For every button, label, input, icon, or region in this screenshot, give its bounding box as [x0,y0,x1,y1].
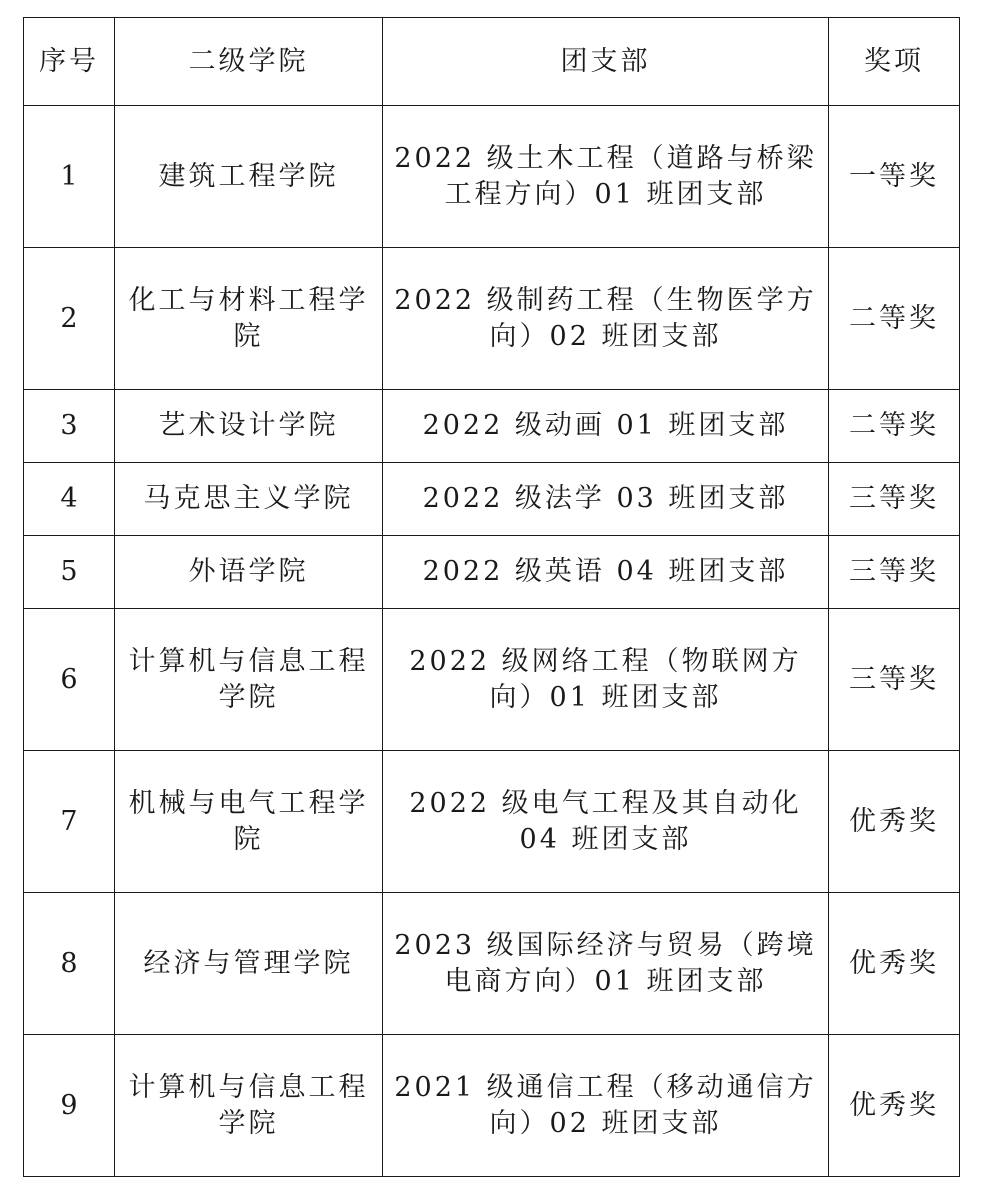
table-row [24,390,960,463]
row-branch: 2023 级国际经济与贸易（跨境电商方向）01 班团支部 [383,893,829,1035]
row-college: 马克思主义学院 [115,463,383,536]
row-award: 二等奖 [829,248,960,390]
row-branch: 2022 级土木工程（道路与桥梁工程方向）01 班团支部 [383,106,829,248]
row-branch: 2022 级动画 01 班团支部 [383,390,829,463]
row-index: 4 [24,463,115,536]
table-row [24,751,960,893]
row-branch: 2022 级制药工程（生物医学方向）02 班团支部 [383,248,829,390]
row-award: 一等奖 [829,106,960,248]
header-row [24,18,960,106]
row-college: 化工与材料工程学院 [115,248,383,390]
row-index: 3 [24,390,115,463]
header-index: 序号 [24,18,115,106]
row-award: 三等奖 [829,463,960,536]
awards-table [23,17,960,1177]
table-row [24,463,960,536]
row-award: 三等奖 [829,609,960,751]
row-award: 三等奖 [829,536,960,609]
row-college: 艺术设计学院 [115,390,383,463]
table-row [24,106,960,248]
row-college: 机械与电气工程学院 [115,751,383,893]
table-row [24,536,960,609]
row-index: 6 [24,609,115,751]
row-college: 计算机与信息工程学院 [115,1035,383,1177]
row-index: 9 [24,1035,115,1177]
row-branch: 2022 级网络工程（物联网方向）01 班团支部 [383,609,829,751]
row-index: 2 [24,248,115,390]
header-branch: 团支部 [383,18,829,106]
header-award: 奖项 [829,18,960,106]
row-award: 优秀奖 [829,1035,960,1177]
row-branch: 2021 级通信工程（移动通信方向）02 班团支部 [383,1035,829,1177]
row-branch: 2022 级英语 04 班团支部 [383,536,829,609]
header-college: 二级学院 [115,18,383,106]
row-college: 外语学院 [115,536,383,609]
row-index: 7 [24,751,115,893]
row-college: 经济与管理学院 [115,893,383,1035]
row-index: 1 [24,106,115,248]
row-award: 二等奖 [829,390,960,463]
row-college: 建筑工程学院 [115,106,383,248]
row-award: 优秀奖 [829,893,960,1035]
row-branch: 2022 级法学 03 班团支部 [383,463,829,536]
row-branch: 2022 级电气工程及其自动化 04 班团支部 [383,751,829,893]
table-row [24,1035,960,1177]
row-index: 8 [24,893,115,1035]
row-index: 5 [24,536,115,609]
table-row [24,609,960,751]
table-row [24,248,960,390]
table-row [24,893,960,1035]
row-college: 计算机与信息工程学院 [115,609,383,751]
row-award: 优秀奖 [829,751,960,893]
